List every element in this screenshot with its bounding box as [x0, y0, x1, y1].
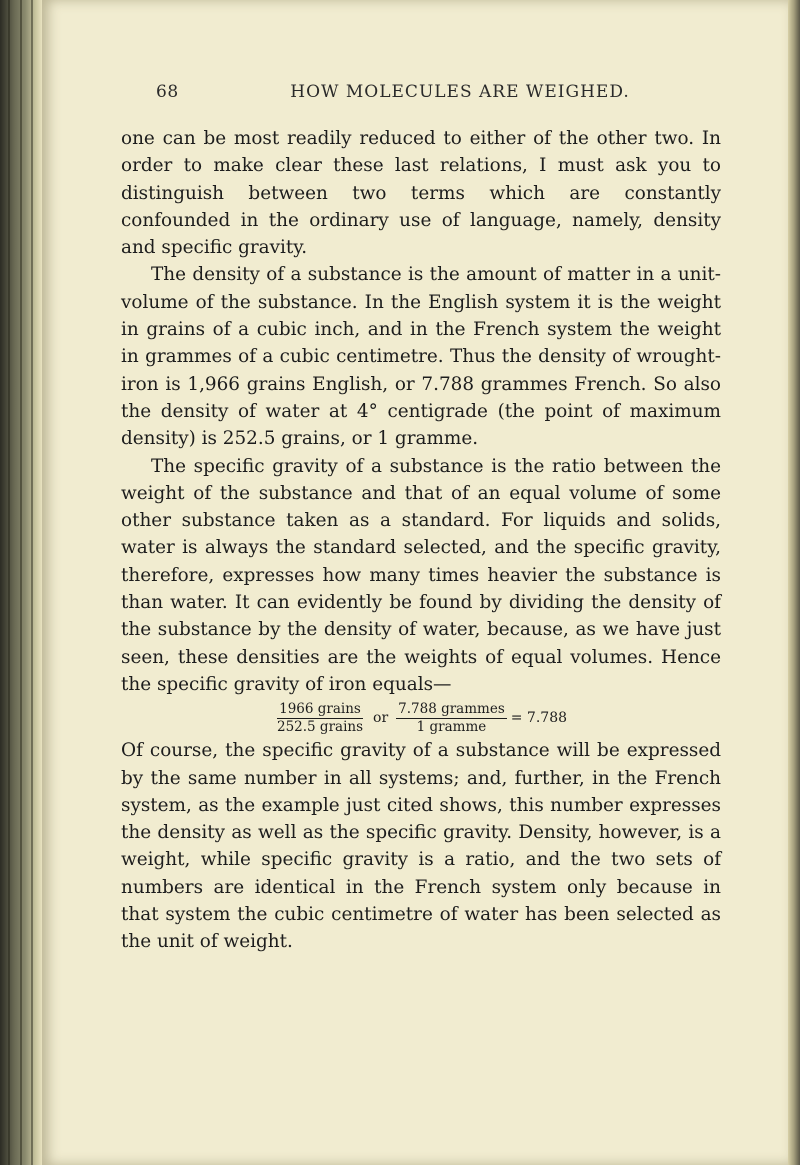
- paragraph-2: The density of a substance is the amount of matter in a unit-volume of the substance. In the English system it is the weight in grains of a cubic inch, and in the French system the weight in grammes of a cubic centimetre. Thus the density of wrought-iron is 1,966 grains English, or 7.788 grammes French. So also the density of water at 4° centigrade (the point of maximum density) is 252.5 grains, or 1 gramme.: [121, 264, 721, 450]
- numerator-grammes: 7.788 grammes: [398, 701, 505, 718]
- numerator-grains: 1966 grains: [279, 701, 361, 718]
- running-header: [156, 82, 780, 108]
- binding-stitch-line: [20, 0, 22, 1165]
- fraction-grains: [275, 702, 365, 735]
- specific-gravity-formula: [121, 702, 721, 735]
- page-number: 68: [156, 82, 179, 102]
- book-binding-gutter: [0, 0, 42, 1165]
- paragraph-4: Of course, the specific gravity of a substance will be expressed by the same number in all systems; and, further, in the French system, as the example just cited shows, this number expresses the density as well as the specific gravity. Density, however, is a weight, while specific gravity is a ratio, and the two sets of numbers are identical in the French system only because in that system the cubic centimetre of water has been selected as the unit of weight.: [121, 740, 721, 953]
- page-edge: [788, 0, 800, 1165]
- paragraph-3: The specific gravity of a substance is the ratio between the weight of the substance and that of an equal volume of some other substance taken as a standard. For liquids and solids, water is always the standard selected, and the specific gravity, therefore, expresses how many times heavier the substance is than water. It can evidently be found by dividing the density of the substance by the density of water, because, as we have just seen, these densities are the weights of equal volumes. Hence the specific gravity of iron equals—: [121, 455, 721, 695]
- fraction-grammes: [396, 702, 507, 735]
- running-title: HOW MOLECULES ARE WEIGHED.: [290, 82, 630, 102]
- body-text: [121, 125, 721, 956]
- denominator-grammes: 1 gramme: [416, 719, 487, 736]
- binding-stitch-line: [31, 0, 33, 1165]
- formula-conjunction: or: [373, 710, 389, 727]
- binding-stitch-line: [8, 0, 10, 1165]
- formula-result: = 7.788: [510, 710, 568, 727]
- paragraph-1: one can be most readily reduced to either of the other two. In order to make clear these last relations, I must ask you to distinguish between two terms which are constantly confounded in the ordinary use of language, namely, density and specific gravity.: [121, 128, 721, 259]
- denominator-grains: 252.5 grains: [276, 719, 364, 736]
